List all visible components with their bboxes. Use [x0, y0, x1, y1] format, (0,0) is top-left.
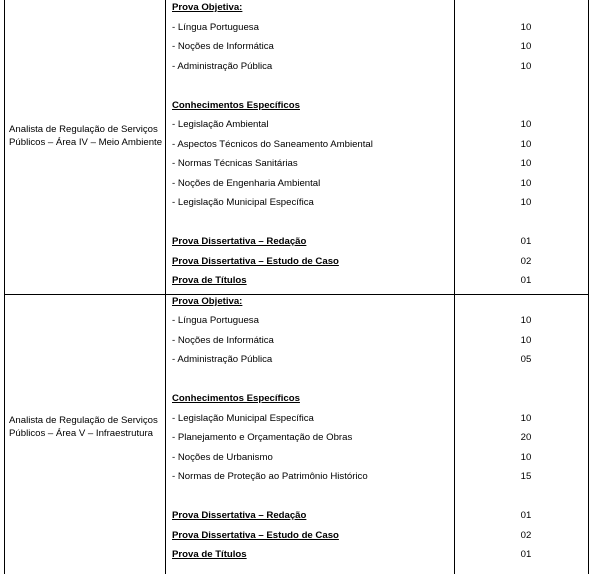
item-label: Prova Dissertativa – Redação [172, 236, 307, 247]
item-quantity: 10 [520, 178, 532, 189]
cargo-name: Analista de Regulação de Serviços Públicos – Área V – Infraestrutura [9, 415, 158, 439]
item-label: - Normas Técnicas Sanitárias [172, 158, 298, 169]
item-label: - Administração Pública [172, 61, 273, 72]
item-label: Prova Dissertativa – Redação [172, 510, 307, 521]
item-label: - Noções de Urbanismo [172, 452, 273, 463]
item-quantity: 05 [520, 354, 532, 365]
item-quantity: 10 [520, 413, 532, 424]
item-label: - Aspectos Técnicos do Saneamento Ambiental [172, 139, 373, 150]
item-label: - Noções de Informática [172, 41, 274, 52]
item-label: Conhecimentos Específicos [172, 393, 300, 404]
item-label: Conhecimentos Específicos [172, 100, 300, 111]
item-quantity: 10 [520, 158, 532, 169]
item-quantity: 10 [520, 22, 532, 33]
item-quantity: 01 [520, 549, 532, 560]
item-label: Prova Objetiva: [172, 2, 243, 13]
exam-table [4, 0, 589, 574]
item-quantity: 10 [520, 197, 532, 208]
item-quantity: 02 [520, 256, 532, 267]
cargo-name: Analista de Regulação de Serviços Públicos – Área IV – Meio Ambiente [9, 124, 163, 148]
item-label: - Língua Portuguesa [172, 22, 259, 33]
item-quantity: 02 [520, 530, 532, 541]
table-row [5, 0, 588, 294]
item-label: - Planejamento e Orçamentação de Obras [172, 432, 353, 443]
item-label: - Noções de Engenharia Ambiental [172, 178, 321, 189]
item-label: Prova Objetiva: [172, 296, 243, 307]
item-quantity: 10 [520, 61, 532, 72]
item-label: - Noções de Informática [172, 335, 274, 346]
item-quantity: 10 [520, 315, 532, 326]
item-quantity: 01 [520, 275, 532, 286]
item-label: - Normas de Proteção ao Patrimônio Histórico [172, 471, 368, 482]
item-label: - Legislação Ambiental [172, 119, 269, 130]
item-quantity: 10 [520, 41, 532, 52]
table-row [5, 295, 588, 574]
item-quantity: 01 [520, 236, 532, 247]
item-label: - Administração Pública [172, 354, 273, 365]
item-label: - Legislação Municipal Específica [172, 197, 314, 208]
item-quantity: 10 [520, 139, 532, 150]
item-label: Prova de Títulos [172, 549, 247, 560]
item-quantity: 10 [520, 335, 532, 346]
item-label: - Legislação Municipal Específica [172, 413, 314, 424]
item-quantity: 15 [520, 471, 532, 482]
item-quantity: 20 [520, 432, 532, 443]
item-quantity: 10 [520, 119, 532, 130]
item-label: Prova Dissertativa – Estudo de Caso [172, 256, 339, 267]
item-label: Prova de Títulos [172, 275, 247, 286]
item-label: Prova Dissertativa – Estudo de Caso [172, 530, 339, 541]
item-label: - Língua Portuguesa [172, 315, 259, 326]
item-quantity: 10 [520, 452, 532, 463]
item-quantity: 01 [520, 510, 532, 521]
